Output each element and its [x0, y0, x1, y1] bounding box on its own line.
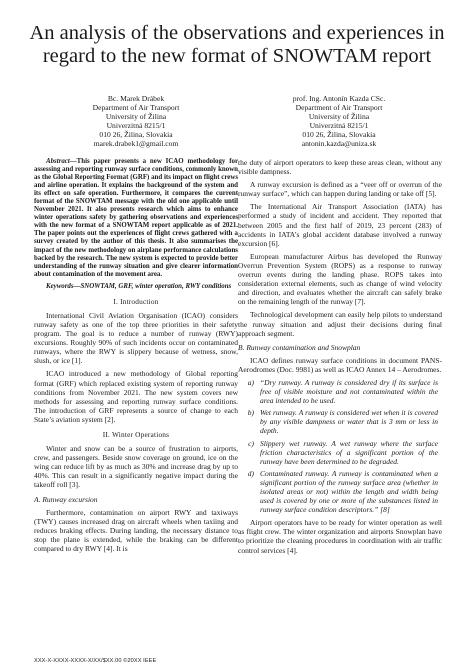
author-name: prof. Ing. Antonín Kazda CSc.	[292, 94, 386, 103]
paragraph: Airport operators have to be ready for winter operation as well as flight crew. The winter organization and airports Snowplan have to prioritize the cleaning procedures in coordination with air traffic control services [4].	[238, 518, 442, 555]
author-address: Univerzitná 8215/1	[106, 121, 166, 131]
abstract	[34, 158, 238, 279]
author-city: 010 26, Žilina, Slovakia	[302, 130, 376, 140]
list-item	[238, 408, 442, 435]
paper-title: An analysis of the observations and experiences in regard to the new format of SNOWTAM report	[29, 22, 445, 67]
definition-list	[238, 378, 442, 514]
subsection-heading-runway-contamination: B. Runway contamination and Snowplan	[238, 342, 361, 352]
paragraph: Furthermore, contamination on airport RWY and taxiways (TWY) causes increased drag on aircraft wheels when taxiing and reduces braking effects. During landing, the necessary distance to stop the plane is extended, while the braking can be different compared to dry RWY [4]. It is	[34, 507, 238, 553]
list-item-text: Contaminated runway. A runway is contaminated when a significant portion of the runway surface area (whether in isolated areas or not) within the length and width being used is covered by one or more of the substances listed in runway surface condition descriptors.” [8]	[260, 468, 438, 515]
list-item-label: b)	[247, 408, 254, 418]
keywords	[34, 283, 238, 291]
author-department: Department of Air Transport	[295, 103, 383, 113]
paragraph: European manufacturer Airbus has developed the Runway Overrun Prevention System (ROPS) as a response to runway overrun events during the landing phase. ROPS takes into consideration external elements, such as change of wind velocity and direction, and evaluates whether the aircraft can safely brake on the remaining length of the runway [7].	[238, 251, 442, 307]
author-address: Univerzitná 8215/1	[309, 121, 369, 131]
copyright-footer: XXX-X-XXXX-XXXX-X/XX/$XX.00 ©20XX IEEE	[34, 658, 157, 664]
author-department: Department of Air Transport	[92, 103, 180, 113]
list-item	[238, 378, 442, 405]
keywords-label: Keywords	[46, 282, 74, 290]
author-city: 010 26, Žilina, Slovakia	[99, 130, 173, 140]
paragraph: the duty of airport operators to keep these areas clean, without any visible dampness.	[238, 158, 442, 177]
paragraph: Technological development can easily help pilots to understand the runway situation and adjust their decisions during final approach segment.	[238, 310, 442, 338]
author-university: University of Žilina	[308, 112, 370, 122]
paragraph: International Civil Aviation Organisation (ICAO) considers runway safety as one of the top three priorities in their safety program. The goal is to reduce a number of runway (RWY) excursions. Roughly 90% of such incidents occur on contaminated runways, where the RWY is slippery because of wetness, snow, slush, or ice [1].	[34, 310, 238, 366]
list-item-label: d)	[247, 468, 254, 478]
list-item-label: a)	[247, 377, 254, 387]
paragraph: ICAO defines runway surface conditions in document PANS-Aerodromes (Doc. 9981) as well as ICAO Annex 14 – Aerodromes.	[238, 355, 442, 374]
list-item-text: Slippery wet runway. A wet runway where the surface friction characteristics of a significant portion of the runway have been determined to be degraded.	[260, 438, 438, 466]
section-heading-winter-operations: II. Winter Operations	[102, 429, 170, 439]
list-item-text: “Dry runway. A runway is considered dry if its surface is free of visible moisture and not contaminated within the area intended to be used.	[260, 377, 438, 406]
author-block-1	[36, 94, 236, 149]
list-item-label: c)	[248, 438, 254, 448]
abstract-text: —This paper presents a new ICAO methodology for assessing and reporting runway surface conditions, commonly known as the Global Reporting Format (GRF) and its impact on flight crews and airline operation. It explains the background of the system and its effect on safe operation. Furthermore, it compares the current format of the SNOWTAM message with the old one applicable until November 2021. It also presents research which aims to enhance winter operations safety by gathering observations and experiences with the new format of a SNOWTAM report applicable as of 2021. The paper points out the experiences of flight crews gathered with a survey created by the author of this thesis. It also summarises the impact of the new methodology on airplane performance calculations backed by the research. The new system is expected to provide better understanding of the runway situation and give clearer information about contamination of the movement area.	[34, 158, 238, 278]
author-university: University of Žilina	[105, 112, 167, 122]
list-item-text: Wet runway. A runway is considered wet when it is covered by any visible dampness or water that is 3 mm or less in depth.	[260, 408, 438, 436]
right-column	[238, 158, 442, 559]
paragraph: The International Air Transport Association (IATA) has performed a study of incident and accident. They reported that between 2005 and the first half of 2019, 23 percent (283) of accidents in IATA’s global accident database involved a runway excursion [6].	[238, 202, 442, 248]
list-item	[238, 439, 442, 466]
left-column	[34, 158, 238, 557]
author-name: Bc. Marek Drábek	[107, 94, 165, 103]
author-email: antonin.kazda@uniza.sk	[301, 139, 377, 149]
paragraph: A runway excursion is defined as a “veer off or overrun of the runway surface”, which can happen during landing or take off [5].	[238, 180, 442, 199]
abstract-label: Abstract	[46, 158, 70, 165]
subsection-heading-runway-excursion: A. Runway excursion	[34, 494, 98, 504]
list-item	[238, 469, 442, 514]
paragraph: ICAO introduced a new methodology of Global reporting format (GRF) which replaced existing system of reporting runway conditions from November 2021. The new system covers new methods for assessing and reporting runway surface conditions. The introduction of GRF represents a source of change to each State’s aviation system [2].	[34, 369, 238, 424]
author-email: marek.drabek1@gmail.com	[93, 139, 179, 149]
keywords-text: —SNOWTAM, GRF, winter operation, RWY conditions	[73, 282, 232, 290]
author-block-2	[239, 94, 439, 149]
paragraph: Winter and snow can be a source of frustration to airports, crew, and passengers. Beside snow coverage on ground, ice on the wing can reduce lift by as much as 30% and increase drag by up to 40%. This can result in a significantly negative impact during the takeoff roll [3].	[34, 444, 238, 490]
section-heading-introduction: I. Introduction	[113, 296, 159, 306]
